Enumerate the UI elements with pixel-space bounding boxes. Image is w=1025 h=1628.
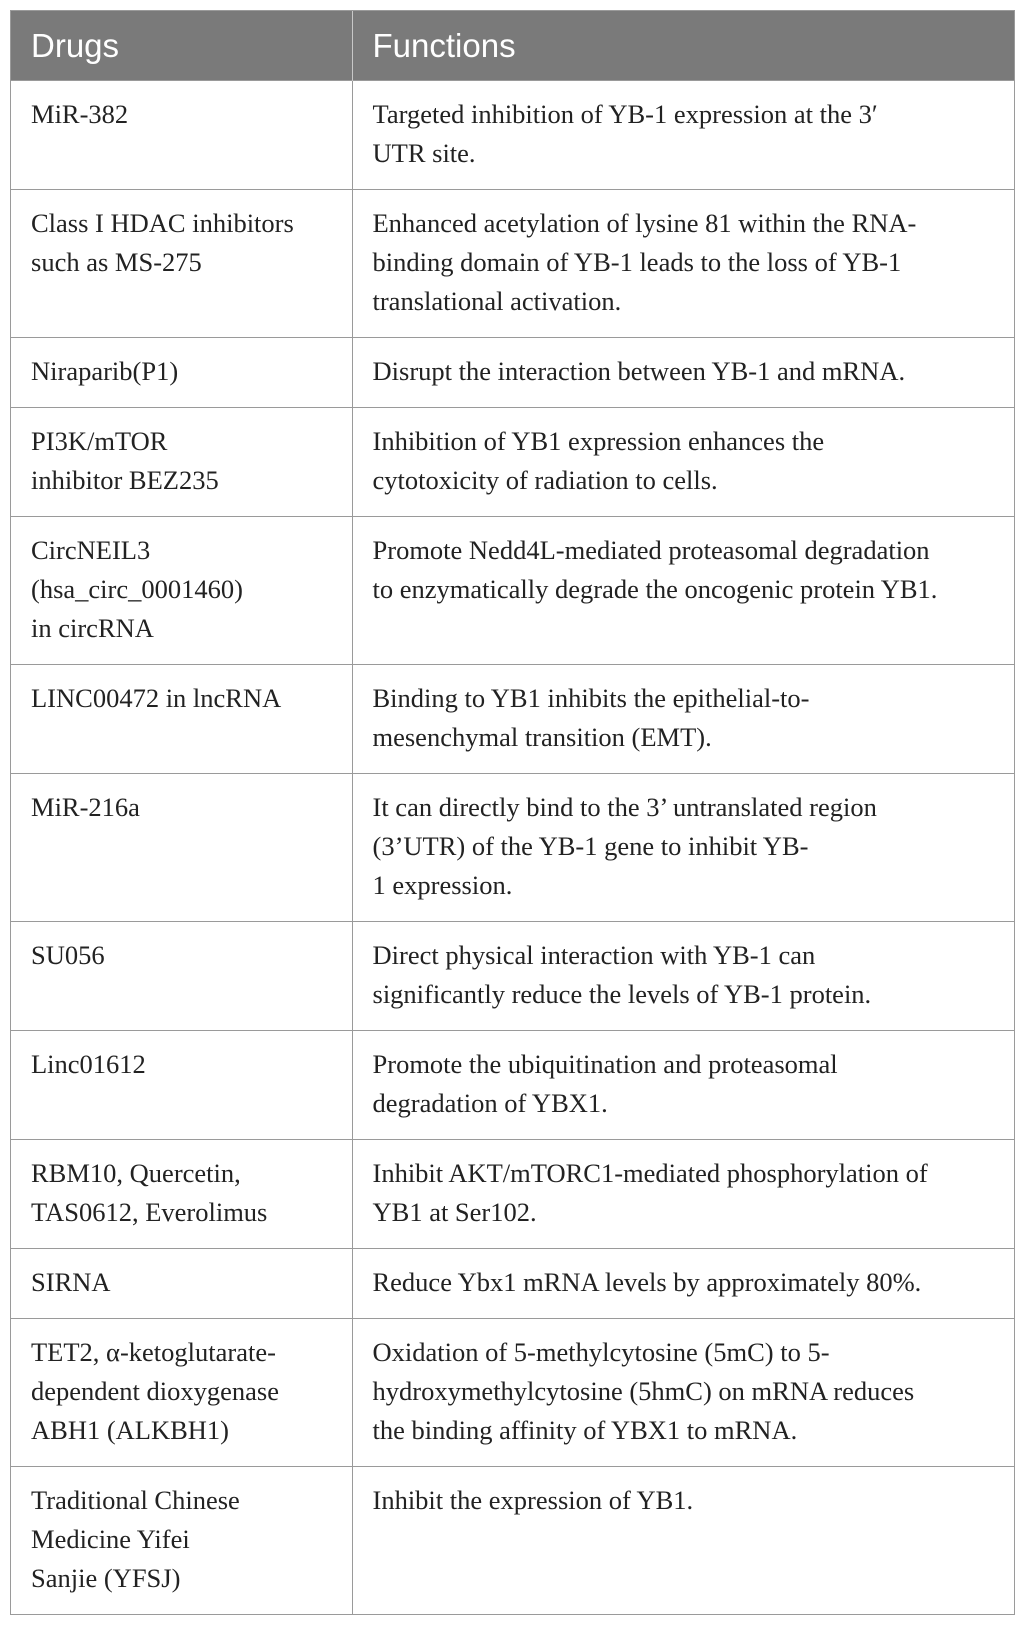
drug-cell [11, 1467, 352, 1615]
drugs-functions-table [11, 11, 1014, 1614]
table-row [11, 190, 1014, 338]
function-line: YB1 at Ser102. [372, 1197, 537, 1227]
drug-line: RBM10, Quercetin, [31, 1158, 241, 1188]
table-row [11, 517, 1014, 665]
function-line: mesenchymal transition (EMT). [372, 722, 712, 752]
drug-line: SU056 [31, 940, 105, 970]
function-cell [352, 665, 1014, 774]
drugs-functions-table-container [10, 10, 1015, 1615]
function-line: binding domain of YB-1 leads to the loss of YB-1 [372, 247, 902, 277]
table-row [11, 922, 1014, 1031]
drug-line: Linc01612 [31, 1049, 146, 1079]
function-cell [352, 774, 1014, 922]
function-cell [352, 1467, 1014, 1615]
drug-cell [11, 1249, 352, 1319]
drug-line: (hsa_circ_0001460) [31, 574, 243, 604]
function-line: degradation of YBX1. [372, 1088, 608, 1118]
drug-line: in circRNA [31, 613, 154, 643]
function-cell [352, 338, 1014, 408]
drug-cell [11, 1319, 352, 1467]
function-cell [352, 408, 1014, 517]
drug-line: Traditional Chinese [31, 1485, 240, 1515]
drug-cell [11, 190, 352, 338]
drug-cell [11, 774, 352, 922]
drug-cell [11, 1140, 352, 1249]
drug-line: CircNEIL3 [31, 535, 151, 565]
drug-line: inhibitor BEZ235 [31, 465, 219, 495]
drug-line: PI3K/mTOR [31, 426, 168, 456]
function-line: Disrupt the interaction between YB-1 and mRNA. [372, 356, 906, 386]
function-line: Direct physical interaction with YB-1 can [372, 940, 816, 970]
function-line: Promote Nedd4L-mediated proteasomal degradation [372, 535, 930, 565]
function-line: 1 expression. [372, 870, 513, 900]
drug-line: TET2, α-ketoglutarate- [31, 1337, 276, 1367]
drug-cell [11, 1031, 352, 1140]
function-line: Binding to YB1 inhibits the epithelial-to- [372, 683, 810, 713]
drug-line: MiR-382 [31, 99, 129, 129]
table-body [11, 81, 1014, 1615]
drug-line: such as MS-275 [31, 247, 202, 277]
function-line: hydroxymethylcytosine (5hmC) on mRNA reduces [372, 1376, 915, 1406]
function-cell [352, 81, 1014, 190]
function-line: the binding affinity of YBX1 to mRNA. [372, 1415, 798, 1445]
header-row [11, 11, 1014, 81]
function-line: It can directly bind to the 3’ untranslated region [372, 792, 877, 822]
drug-line: Sanjie (YFSJ) [31, 1563, 181, 1593]
drug-line: Medicine Yifei [31, 1524, 190, 1554]
function-line: Targeted inhibition of YB-1 expression at the 3′ [372, 99, 878, 129]
drug-line: SIRNA [31, 1267, 111, 1297]
drug-cell [11, 338, 352, 408]
table-row [11, 1319, 1014, 1467]
function-line: Inhibition of YB1 expression enhances the [372, 426, 825, 456]
function-cell [352, 1319, 1014, 1467]
function-cell [352, 1031, 1014, 1140]
table-row [11, 1467, 1014, 1615]
table-row [11, 665, 1014, 774]
function-line: (3’UTR) of the YB-1 gene to inhibit YB- [372, 831, 809, 861]
drug-cell [11, 81, 352, 190]
function-cell [352, 1140, 1014, 1249]
function-line: Inhibit the expression of YB1. [372, 1485, 694, 1515]
drug-line: TAS0612, Everolimus [31, 1197, 268, 1227]
table-row [11, 338, 1014, 408]
table-row [11, 408, 1014, 517]
header-drugs: Drugs [11, 11, 352, 81]
function-cell [352, 922, 1014, 1031]
function-line: significantly reduce the levels of YB-1 protein. [372, 979, 872, 1009]
function-line: to enzymatically degrade the oncogenic protein YB1. [372, 574, 938, 604]
table-row [11, 1031, 1014, 1140]
function-line: UTR site. [372, 138, 476, 168]
table-row [11, 81, 1014, 190]
table-header [11, 11, 1014, 81]
function-line: Promote the ubiquitination and proteasomal [372, 1049, 838, 1079]
function-cell [352, 190, 1014, 338]
function-line: translational activation. [372, 286, 622, 316]
function-cell [352, 1249, 1014, 1319]
drug-line: LINC00472 in lncRNA [31, 683, 282, 713]
table-row [11, 1249, 1014, 1319]
drug-cell [11, 517, 352, 665]
function-cell [352, 517, 1014, 665]
header-functions: Functions [352, 11, 1014, 81]
drug-cell [11, 922, 352, 1031]
function-line: Oxidation of 5-methylcytosine (5mC) to 5- [372, 1337, 830, 1367]
drug-line: MiR-216a [31, 792, 140, 822]
function-line: Inhibit AKT/mTORC1-mediated phosphorylation of [372, 1158, 928, 1188]
drug-cell [11, 408, 352, 517]
table-row [11, 1140, 1014, 1249]
drug-cell [11, 665, 352, 774]
drug-line: ABH1 (ALKBH1) [31, 1415, 229, 1445]
drug-line: dependent dioxygenase [31, 1376, 279, 1406]
function-line: Reduce Ybx1 mRNA levels by approximately 80%. [372, 1267, 922, 1297]
drug-line: Niraparib(P1) [31, 356, 179, 386]
function-line: Enhanced acetylation of lysine 81 within the RNA- [372, 208, 917, 238]
function-line: cytotoxicity of radiation to cells. [372, 465, 718, 495]
drug-line: Class I HDAC inhibitors [31, 208, 294, 238]
table-row [11, 774, 1014, 922]
